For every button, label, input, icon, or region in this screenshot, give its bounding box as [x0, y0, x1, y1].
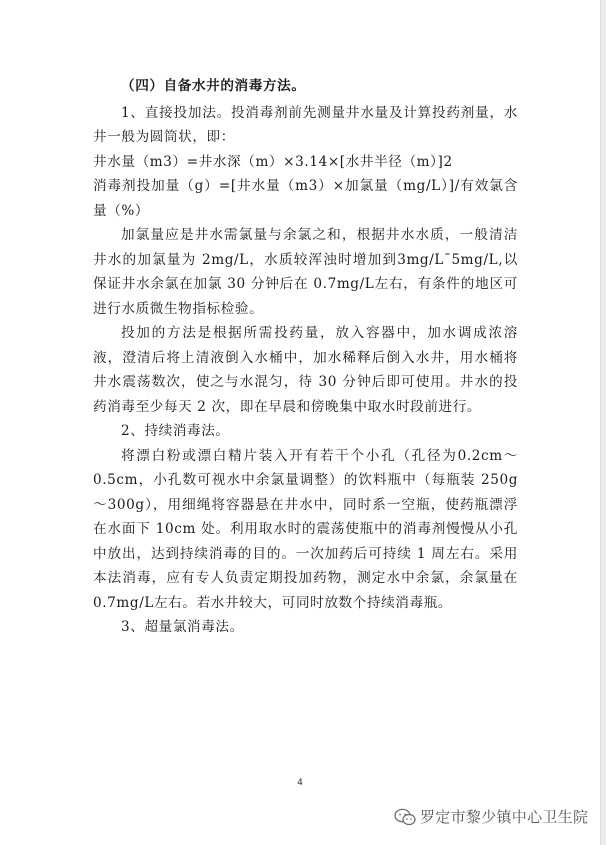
page-number: 4 [297, 778, 303, 788]
paragraph-direct-method: 1、直接投加法。投消毒剂前先测量井水量及计算投药剂量，水井一般为圆筒状，即： [93, 104, 518, 145]
wechat-icon [394, 808, 416, 826]
subheading-excess-chlorine-method: 3、超量氯消毒法。 [121, 619, 244, 635]
watermark [394, 806, 588, 827]
section-heading: （四）自备水井的消毒方法。 [121, 78, 306, 94]
watermark-text: 罗定市黎少镇中心卫生院 [420, 808, 589, 826]
paragraph-chlorine-amount: 加氯量应是井水需氯量与余氯之和，根据井水水质，一般清洁井水的加氯量为 2mg/L，水质较浑浊时增加到3mg/L¯5mg/L,以保证井水余氯在加氯 30 分钟后在 0.7mg/L左右，有条件的地区可进行水质微生物指标检验。 [93, 227, 518, 317]
formula-dosage: 消毒剂投加量（g）=[井水量（m3）×加氯量（mg/L）]/有效氯含量（%） [93, 178, 518, 219]
document-body [93, 74, 518, 640]
formula-well-volume: 井水量（m3）=井水深（m）×3.14×[水井半径（m）]2 [93, 153, 453, 170]
subheading-continuous-method: 2、持续消毒法。 [121, 423, 230, 439]
paragraph-continuous-method: 将漂白粉或漂白精片装入开有若干个小孔（孔径为0.2cm～0.5cm，小孔数可视水中余氯量调整）的饮料瓶中（每瓶装 250g～300g），用细绳将容器悬在井水中，同时系一空瓶，使药瓶漂浮在水面下 10cm 处。利用取水时的震荡使瓶中的消毒剂慢慢从小孔中放出，达到持续消毒的目的。一次加药后可持续 1 周左右。采用本法消毒，应有专人负责定期投加药物，测定水中余氯，余氯量在 0.7mg/L左右。若水井较大，可同时放数个持续消毒瓶。 [93, 447, 518, 611]
paragraph-dosing-procedure: 投加的方法是根据所需投药量，放入容器中，加水调成浓溶液，澄清后将上清液倒入水桶中，加水稀释后倒入水井，用水桶将井水震荡数次，使之与水混匀，待 30 分钟后即可使用。井水的投药消毒至少每天 2 次，即在早晨和傍晚集中取水时段前进行。 [93, 325, 518, 415]
